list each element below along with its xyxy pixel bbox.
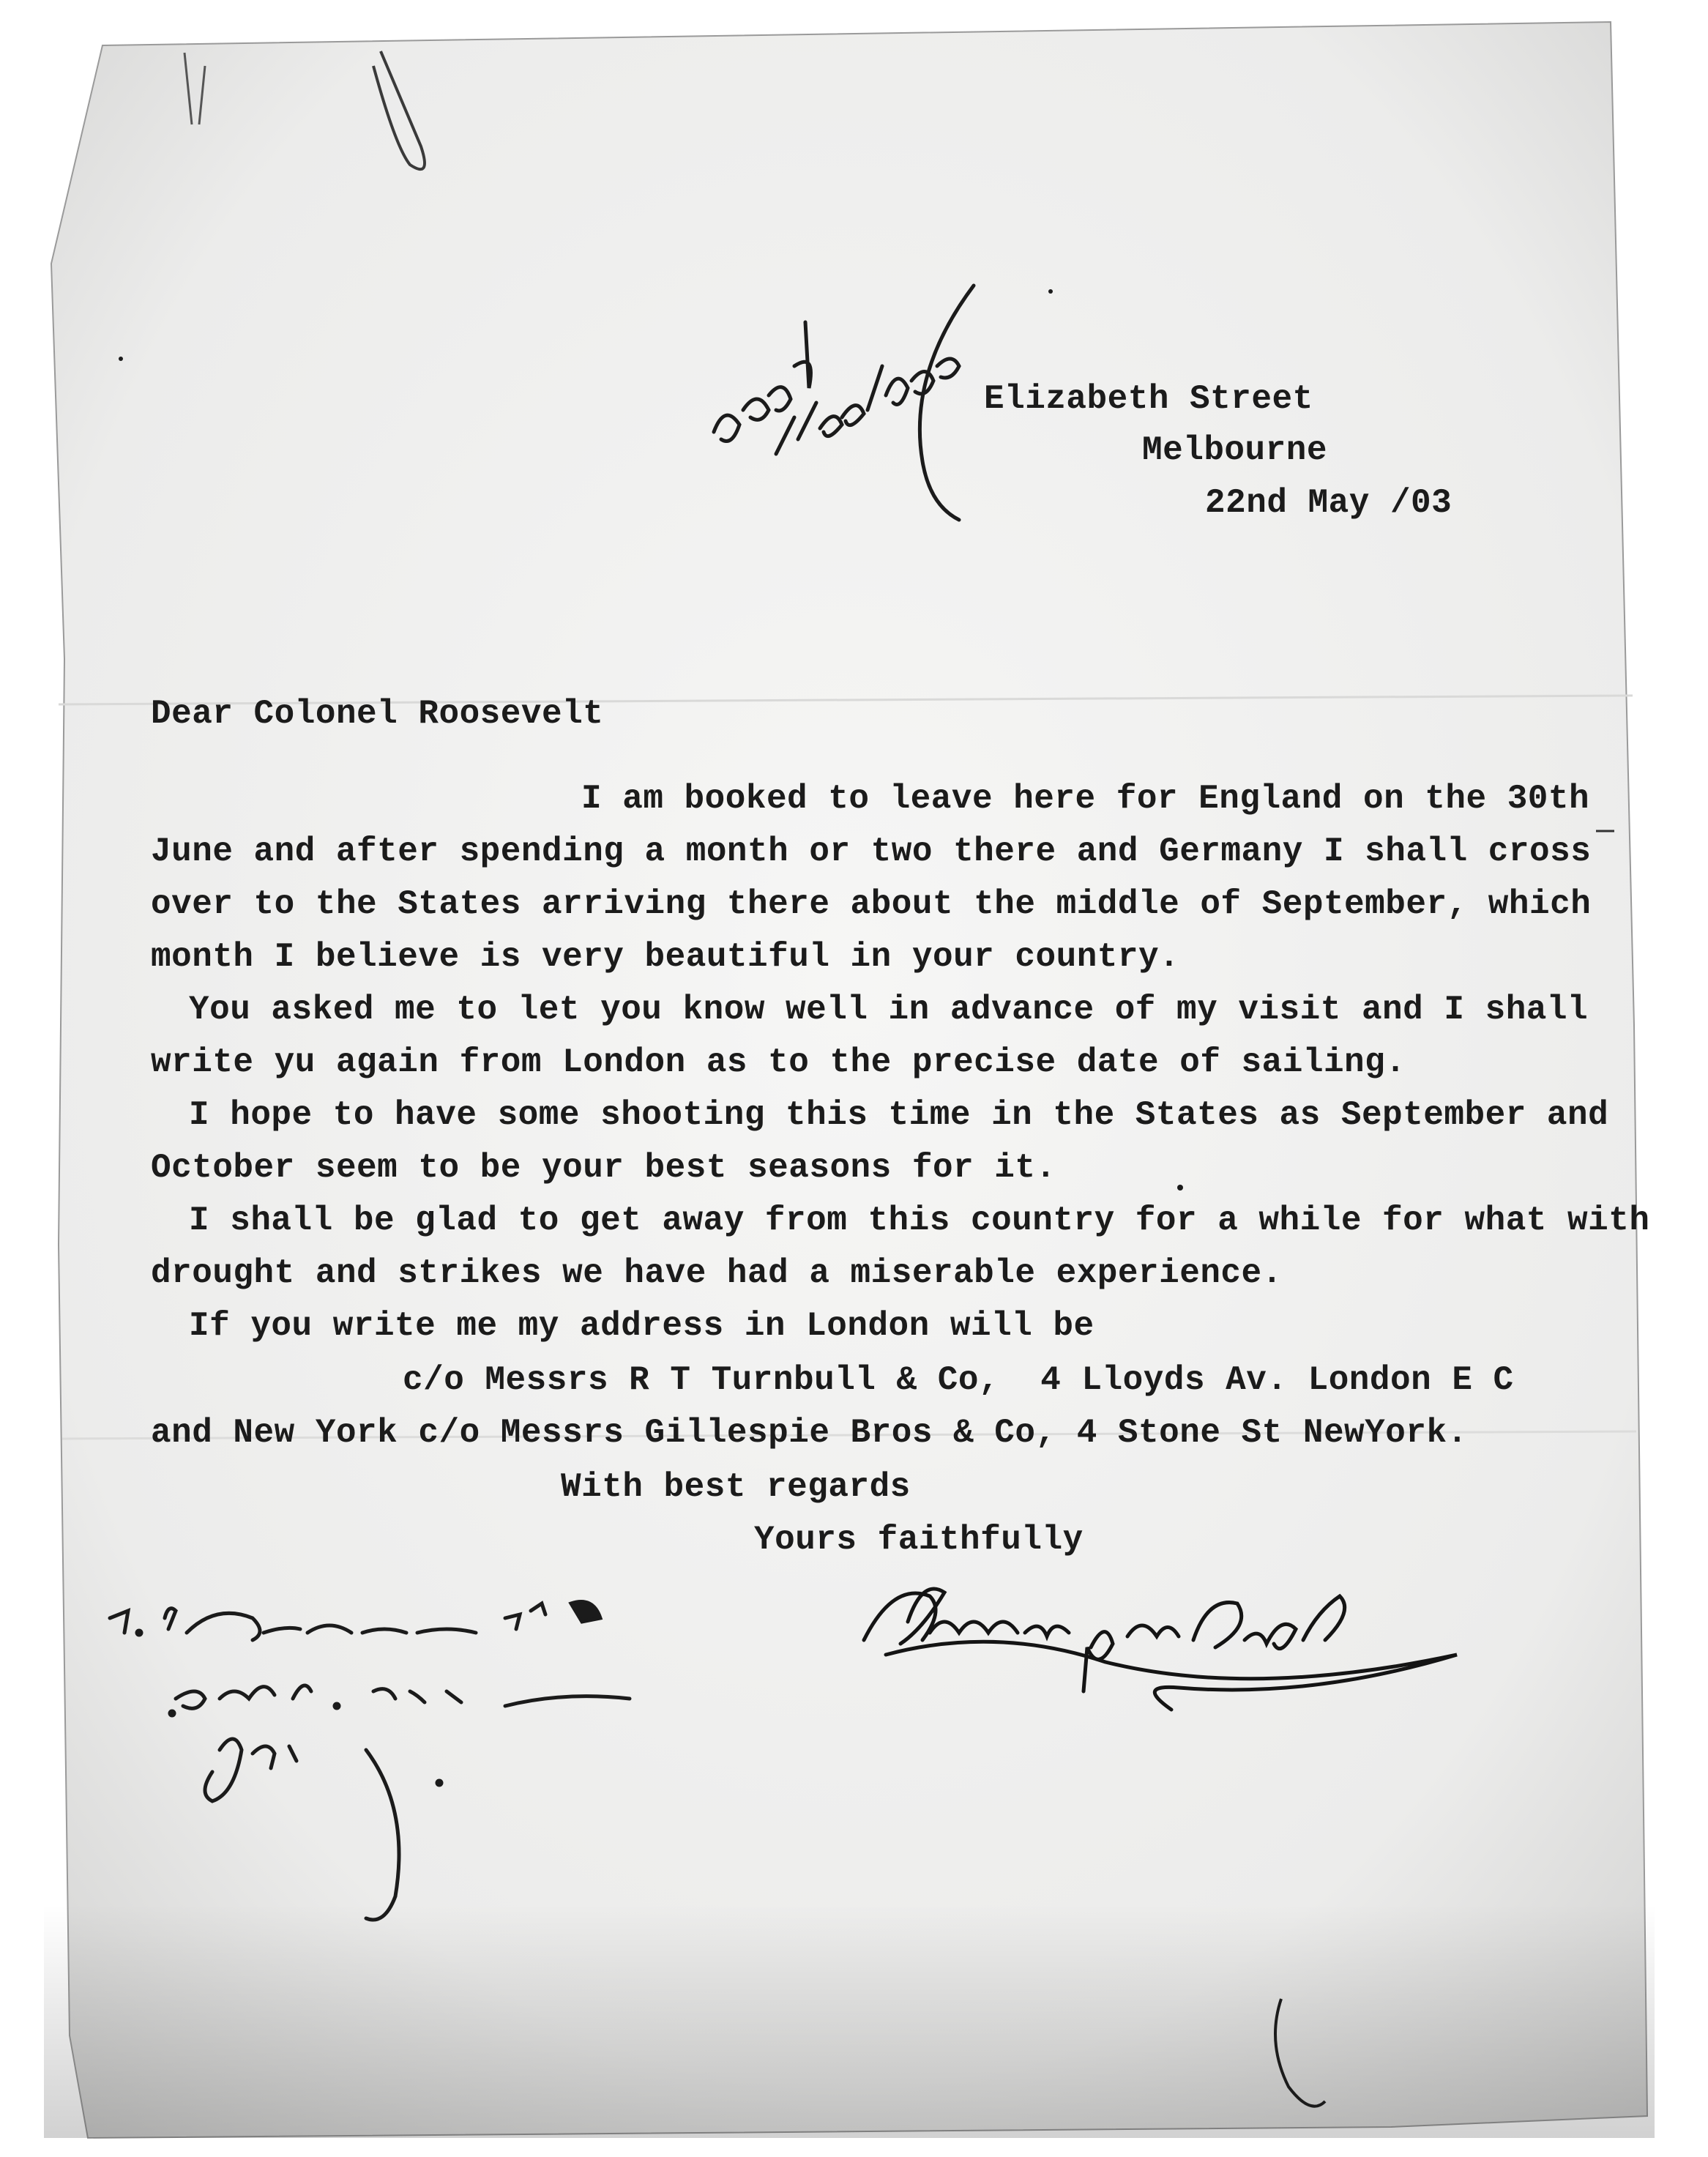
body-line-1: I am booked to leave here for England on the 30th xyxy=(581,780,1590,818)
address-city: Melbourne xyxy=(1142,431,1327,469)
body-line-13: and New York c/o Messrs Gillespie Bros & Co, 4 Stone St NewYork. xyxy=(151,1414,1468,1452)
body-line-2: June and after spending a month or two there and Germany I shall cross xyxy=(151,832,1592,871)
body-line-8: October seem to be your best seasons for it. xyxy=(151,1149,1056,1187)
body-line-3: over to the States arriving there about the middle of September, which xyxy=(151,885,1592,923)
paper-bottom-shadow xyxy=(44,1904,1655,2138)
letter-date: 22nd May /03 xyxy=(1205,484,1452,522)
body-line-12: c/o Messrs R T Turnbull & Co, 4 Lloyds Av. London E C xyxy=(403,1361,1514,1399)
body-line-6: write yu again from London as to the precise date of sailing. xyxy=(151,1043,1406,1081)
body-line-7: I hope to have some shooting this time in the States as September and xyxy=(189,1096,1609,1134)
body-line-4: month I believe is very beautiful in your country. xyxy=(151,938,1180,976)
salutation: Dear Colonel Roosevelt xyxy=(151,695,604,733)
address-street: Elizabeth Street xyxy=(984,380,1313,418)
body-line-11: If you write me my address in London will be xyxy=(189,1307,1094,1345)
body-line-10: drought and strikes we have had a miserable experience. xyxy=(151,1254,1283,1292)
signoff: Yours faithfully xyxy=(754,1521,1084,1559)
body-line-9: I shall be glad to get away from this country for a while for what with xyxy=(189,1202,1650,1240)
closing: With best regards xyxy=(561,1468,911,1506)
body-line-5: You asked me to let you know well in advance of my visit and I shall xyxy=(189,991,1589,1029)
